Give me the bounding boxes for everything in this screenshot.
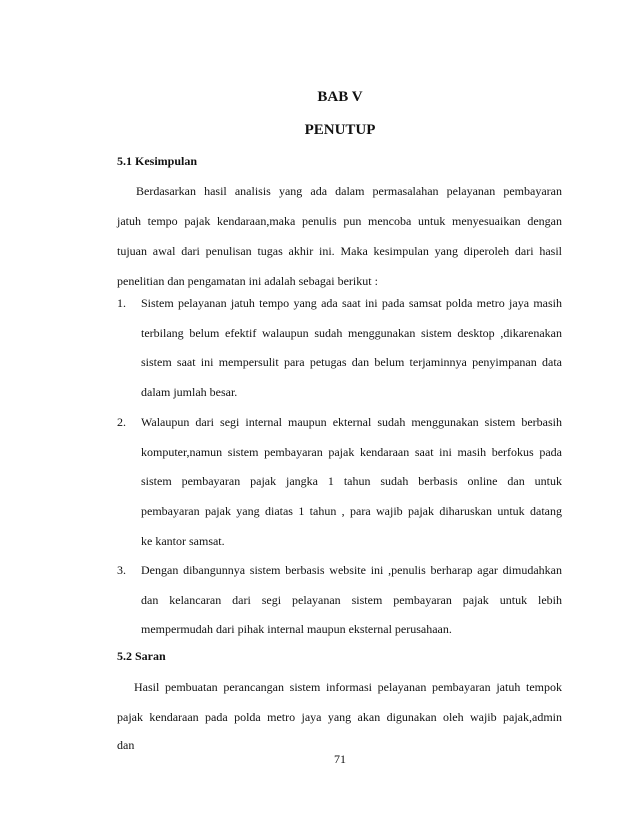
chapter-subtitle: PENUTUP xyxy=(304,122,376,138)
list-item-line: komputer,namun sistem pembayaran pajak kendaraan saat ini masih berfokus pada xyxy=(141,445,562,459)
list-item-line: Sistem pelayanan jatuh tempo yang ada saat ini pada samsat polda metro jaya masih xyxy=(141,296,562,310)
list-number: 3. xyxy=(117,563,126,577)
list-item-line: mempermudah dari pihak internal maupun eksternal perusahaan. xyxy=(141,622,452,636)
list-item-line: pembayaran pajak yang diatas 1 tahun , para wajib pajak diharuskan untuk datang xyxy=(141,504,562,518)
paragraph-line: dan xyxy=(117,738,135,752)
section-heading-kesimpulan: 5.1 Kesimpulan xyxy=(117,154,198,168)
chapter-title: BAB V xyxy=(317,89,363,105)
list-number: 2. xyxy=(117,415,126,429)
list-item-line: ke kantor samsat. xyxy=(141,534,225,548)
list-item-line: sistem pembayaran pajak jangka 1 tahun sudah berbasis online dan untuk xyxy=(141,474,562,488)
paragraph-line: penelitian dan pengamatan ini adalah sebagai berikut : xyxy=(117,274,378,288)
list-number: 1. xyxy=(117,296,126,310)
list-item-line: dan kelancaran dari segi pelayanan sistem pembayaran pajak untuk lebih xyxy=(141,593,562,607)
paragraph-line: pajak kendaraan pada polda metro jaya yang akan digunakan oleh wajib pajak,admin xyxy=(117,710,562,724)
list-item-line: sistem saat ini mempersulit para petugas dan belum terjaminnya penyimpanan data xyxy=(141,355,562,369)
list-item-line: Walaupun dari segi internal maupun ekternal sudah menggunakan sistem berbasih xyxy=(141,415,562,429)
list-item-line: Dengan dibangunnya sistem berbasis website ini ,penulis berharap agar dimudahkan xyxy=(141,563,562,577)
page-number: 71 xyxy=(334,752,346,766)
list-item-line: dalam jumlah besar. xyxy=(141,385,238,399)
list-item-line: terbilang belum efektif walaupun sudah menggunakan sistem desktop ,dikarenakan xyxy=(141,326,562,340)
section-heading-saran: 5.2 Saran xyxy=(117,649,166,663)
paragraph-line: Berdasarkan hasil analisis yang ada dalam permasalahan pelayanan pembayaran xyxy=(136,184,562,198)
paragraph-line: tujuan awal dari penulisan tugas akhir ini. Maka kesimpulan yang diperoleh dari hasil xyxy=(117,244,562,258)
paragraph-line: Hasil pembuatan perancangan sistem informasi pelayanan pembayaran jatuh tempok xyxy=(134,680,562,694)
paragraph-line: jatuh tempo pajak kendaraan,maka penulis pun mencoba untuk menyesuaikan dengan xyxy=(117,214,562,228)
